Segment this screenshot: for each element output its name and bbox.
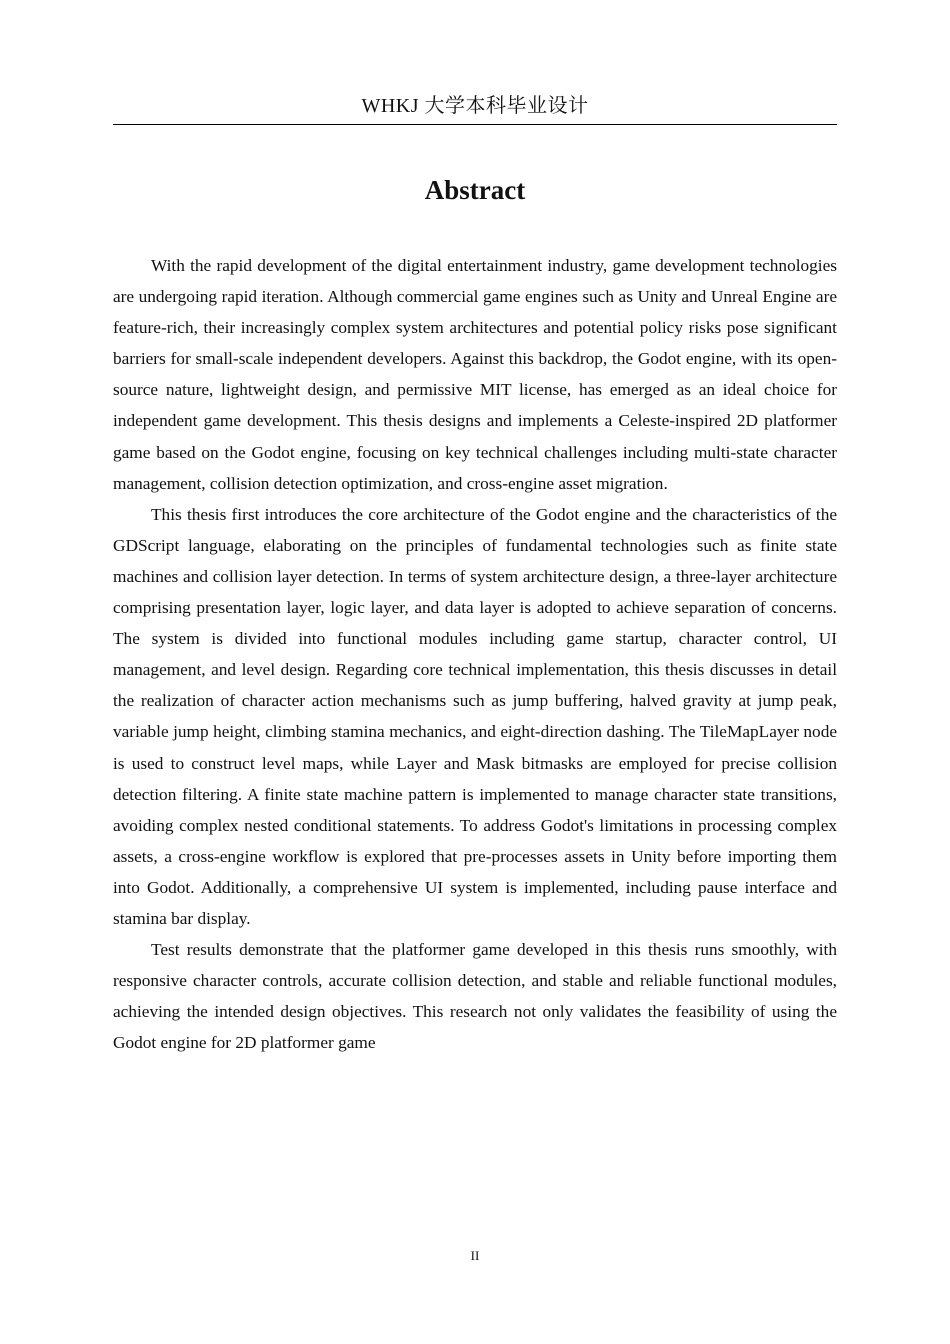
abstract-paragraph-1: With the rapid development of the digital entertainment industry, game development technologies are undergoing rapid iteration. Although commercial game engines such as Unity and Unreal Engine are feature-rich, their increasingly complex system architectures and potential policy risks pose significant barriers for small-scale independent developers. Against this backdrop, the Godot engine, with its open-source nature, lightweight design, and permissive MIT license, has emerged as an ideal choice for independent game development. This thesis designs and implements a Celeste-inspired 2D platformer game based on the Godot engine, focusing on key technical challenges including multi-state character management, collision detection optimization, and cross-engine asset migration. <box>113 256 837 493</box>
page-header <box>113 92 837 125</box>
page-number: II <box>470 1248 480 1263</box>
abstract-paragraph-2: This thesis first introduces the core architecture of the Godot engine and the characteristics of the GDScript language, elaborating on the principles of fundamental technologies such as finite state machines and collision layer detection. In terms of system architecture design, a three-layer architecture comprising presentation layer, logic layer, and data layer is adopted to achieve separation of concerns. The system is divided into functional modules including game startup, character control, UI management, and level design. Regarding core technical implementation, this thesis discusses in detail the realization of character action mechanisms such as jump buffering, halved gravity at jump peak, variable jump height, climbing stamina mechanics, and eight-direction dashing. The TileMapLayer node is used to construct level maps, while Layer and Mask bitmasks are employed for precise collision detection filtering. A finite state machine pattern is implemented to manage character state transitions, avoiding complex nested conditional statements. To address Godot's limitations in processing complex assets, a cross-engine workflow is explored that pre-processes assets in Unity before importing them into Godot. Additionally, a comprehensive UI system is implemented, including pause interface and stamina bar display. <box>113 504 837 928</box>
page-title: Abstract <box>424 175 526 205</box>
abstract-body <box>113 250 837 1215</box>
header-text: WHKJ 大学本科毕业设计 <box>361 95 589 117</box>
abstract-paragraph-3: Test results demonstrate that the platformer game developed in this thesis runs smoothly, with responsive character controls, accurate collision detection, and stable and reliable functional modules, achieving the intended design objectives. This research not only validates the feasibility of using the Godot engine for 2D platformer game <box>113 940 837 1053</box>
